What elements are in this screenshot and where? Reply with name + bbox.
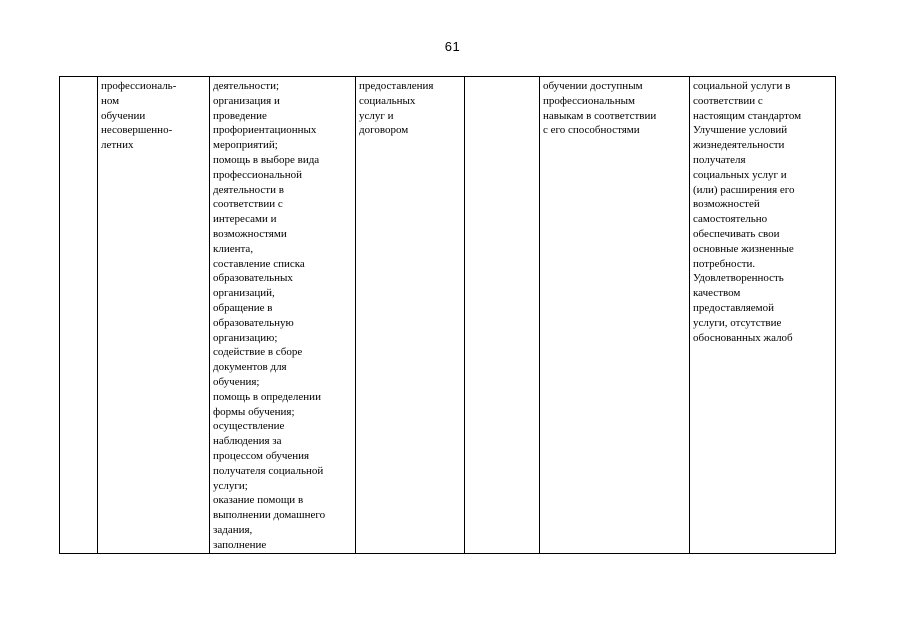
cell-text-line: соответствии с [213,198,283,211]
cell-text-line: обоснованных жалоб [693,331,793,344]
cell-text-line: услуги, отсутствие [693,316,782,329]
cell-text-line: процессом обучения [213,449,310,462]
cell-text-line: социальных услуг и [693,168,787,181]
cell-text-line: составление списка [213,257,305,270]
cell-text-line: документов для [213,361,287,374]
cell-text-line: обеспечивать свои [693,227,780,240]
cell-text-line: ном [101,94,120,107]
cell-text-line: соответствии с [693,94,763,107]
cell-text-line: возможностями [213,227,287,240]
cell-text-line: деятельности в [213,183,284,196]
cell-text-line: основные жизненные [693,242,794,255]
cell-text-line: клиента, [213,242,254,255]
cell-text-line: Улучшение условий [693,124,788,137]
cell-text-line: интересами и [213,213,277,226]
cell-text-line: самостоятельно [693,213,768,226]
cell-text-line: задания, [213,523,253,536]
cell-text-line: образовательную [213,316,294,329]
cell-text-line: проведение [213,109,267,122]
cell-text-line: услуг и [359,109,394,122]
table-cell-provision-terms [356,77,465,554]
table-row [60,77,836,554]
cell-text-line: формы обучения; [213,405,295,418]
cell-text-line: (или) расширения его [693,183,795,196]
cell-text-line: услуги; [213,479,248,492]
cell-text-line: настоящим стандартом [693,109,802,122]
cell-text-line: обращение в [213,301,273,314]
cell-text-line: получателя социальной [213,464,324,477]
cell-text-line: с его способностями [543,124,640,137]
cell-text-line: наблюдения за [213,435,282,448]
cell-text-line: оказание помощи в [213,494,304,507]
cell-text-line: обучения; [213,375,260,388]
cell-text-line: социальной услуги в [693,80,791,92]
cell-text-line: обучении [101,109,146,122]
cell-text-line: мероприятий; [213,139,278,152]
page-number: 61 [444,39,461,54]
cell-text-line: осуществление [213,420,285,433]
cell-text-line: предоставляемой [693,301,775,314]
cell-text-line: обучении доступным [543,80,643,92]
cell-text-line: получателя [693,153,746,166]
table-cell-service-name [98,77,210,554]
cell-text-line: образовательных [213,272,293,285]
table-cell-quality-indicators [540,77,690,554]
cell-text-line: профессиональ- [101,80,177,92]
cell-text-line: потребности. [693,257,756,270]
cell-text-line: профессиональной [213,168,302,181]
cell-text-line: профориентационных [213,124,317,137]
table-cell-evaluation [690,77,836,554]
cell-text-line: профессиональным [543,94,635,107]
cell-text-line: предоставления [359,80,434,92]
table-cell-service-description [210,77,356,554]
cell-text-line: помощь в определении [213,390,321,403]
cell-text-line: заполнение [213,538,267,551]
cell-text-line: социальных [359,94,416,107]
cell-text-line: возможностей [693,198,760,211]
cell-text-line: договором [359,124,409,137]
cell-text-line: навыкам в соответствии [543,109,657,122]
cell-text-line: Удовлетворенность [693,272,784,285]
services-table [59,76,836,554]
table-cell-rate [465,77,540,554]
cell-text-line: содействие в сборе [213,346,303,359]
cell-text-line: организаций, [213,287,275,300]
cell-text-line: выполнении домашнего [213,509,326,522]
cell-text-line: летних [101,139,134,152]
cell-text-line: несовершенно- [101,124,173,137]
cell-text-line: качеством [693,287,741,300]
cell-text-line: организацию; [213,331,278,344]
cell-text-line: помощь в выборе вида [213,153,320,166]
cell-text-line: жизнедеятельности [693,139,785,152]
cell-text-line: организация и [213,94,280,107]
cell-text-line: деятельности; [213,80,280,92]
table-cell-number [60,77,98,554]
